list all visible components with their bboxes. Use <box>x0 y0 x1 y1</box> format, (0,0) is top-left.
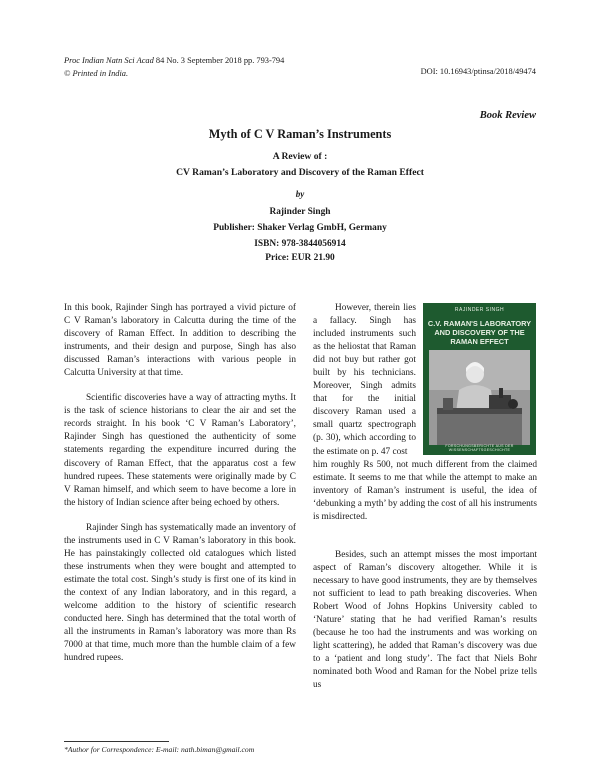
journal-name: Proc Indian Natn Sci Acad <box>64 56 154 65</box>
paragraph: However, therein lies a fallacy. Singh has included instruments such as the heliostat that Raman did not buy but rather got built by his technicians. Moreover, Singh admits that for the initial discovery Raman used a small quartz spectrograph (p. 30), which according to the estimate on p. 47 cost <box>313 303 416 457</box>
right-column-bottom <box>313 549 537 705</box>
book-cover-author: RAJINDER SINGH <box>454 307 505 313</box>
doi-label: DOI: 10.16943/ptinsa/2018/49474 <box>420 67 536 76</box>
isbn-line: ISBN: 978-3844056914 <box>254 239 346 249</box>
reviewed-book-title: CV Raman’s Laboratory and Discovery of the Raman Effect <box>176 167 424 178</box>
footnote-divider <box>64 741 169 742</box>
paragraph: In this book, Rajinder Singh has portrayed a vivid picture of C V Raman’s laboratory in Calcutta during the time of the discovery of Raman Effect. In addition to describing the instruments, and their design and purpose, Singh has also discussed Raman’s interactions with various people in Calcutta University at that time. <box>64 303 296 379</box>
book-cover-title: C.V. RAMAN'S LABORATORY AND DISCOVERY OF THE RAMAN EFFECT <box>427 319 532 346</box>
book-cover-image <box>423 303 536 455</box>
correspondence-footnote: *Author for Correspondence: E-mail: nath.biman@gmail.com <box>64 745 255 754</box>
paragraph: Scientific discoveries have a way of attracting myths. It is the task of science historians to clear the air and set the records straight. In his book ‘C V Raman’s Laboratory’, Rajinder Singh has questioned the authenticity of some statements regarding the expenditure incurred during the discovery of Raman Effect, that the apparatus cost a few hundred rupees. These statements were originally made by C V Raman himself, and which seem to have become a lore in the history of Indian science after being echoed by others. <box>64 393 296 508</box>
publisher-line: Publisher: Shaker Verlag GmbH, Germany <box>213 223 387 233</box>
by-label: by <box>295 189 305 199</box>
paragraph: him roughly Rs 500, not much different from the claimed estimate. It seems to me that while the attempt to make an inventory of Raman’s instrument is useful, the idea of ‘debunking a myth’ by adding the cost of all his instruments is misdirected. <box>313 460 537 523</box>
book-cover-photo <box>429 350 530 445</box>
left-column <box>64 302 296 677</box>
book-cover-series: FORSCHUNGSBERICHTE AUS DER WISSENSCHAFTSGESCHICHTE <box>445 444 514 452</box>
price-line: Price: EUR 21.90 <box>265 253 335 263</box>
journal-issue: 84 No. 3 September 2018 pp. 793-794 <box>155 56 285 65</box>
review-of-label: A Review of : <box>272 151 328 162</box>
article-title: Myth of C V Raman’s Instruments <box>208 127 392 141</box>
journal-header <box>64 54 284 80</box>
paragraph: Besides, such an attempt misses the most important aspect of Raman’s discovery altogether. While it is necessary to have good instruments, they are by themselves not sufficient to lead to path breaking discoveries. When Robert Wood of Johns Hopkins University cabled to ‘Nature’ stating that he had verified Raman’s results (because he too had the instruments and was working on light scattering), he added that Raman’s discovery was due to a ‘patient and long study’. The fact that Niels Bohr nominated both Wood and Raman for the Nobel prize tells us <box>313 550 537 691</box>
right-column-middle <box>313 459 537 536</box>
right-column-top <box>313 302 416 471</box>
section-label: Book Review <box>479 110 536 121</box>
author-name: Rajinder Singh <box>269 207 331 217</box>
paragraph: Rajinder Singh has systematically made an inventory of the instruments used in C V Raman’s laboratory in this book. He has painstakingly collected old catalogues which listed these instruments when they were bought and attempted to estimate the total cost. Singh’s study is first one of its kind in the context of any Indian laboratory, and in this regard, a welcome addition to the history of scientific research conducted here. Singh has determined that the total worth of all the instruments in Raman’s laboratory was more than Rs 7000 at that time, much more than the humble claim of a few hundred rupees. <box>64 522 296 664</box>
copyright-line: © Printed in India. <box>64 69 129 78</box>
